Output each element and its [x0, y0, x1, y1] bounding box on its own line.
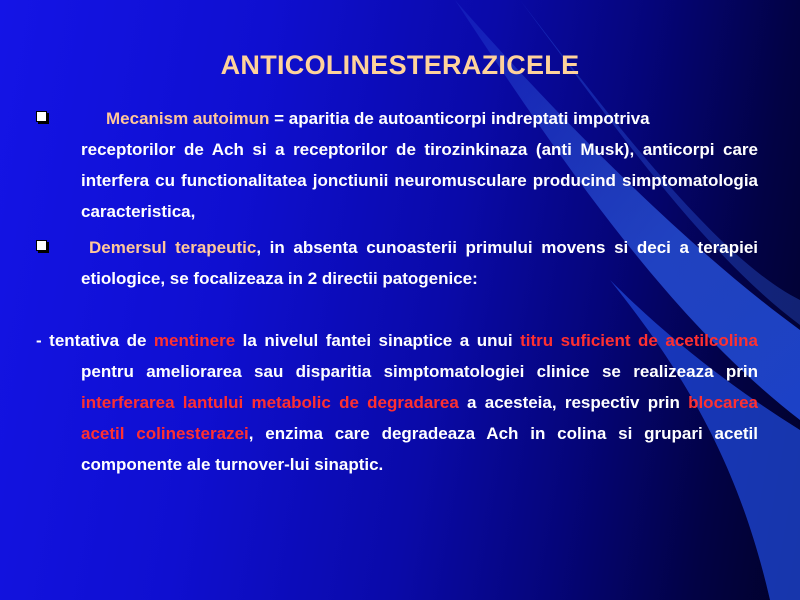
term-mechanism: Mecanism autoimun	[106, 109, 270, 128]
highlight-mentinere: mentinere	[153, 331, 236, 350]
paragraph-tentative-body	[36, 325, 759, 480]
paragraph-tentative	[34, 325, 758, 480]
square-bullet-icon	[36, 240, 47, 251]
bullet-therapy-text: , in absenta cunoasterii primului movens si deci a terapiei etiologice, se focalizeaza in 2 directii patogenice:	[81, 238, 759, 288]
paragraph-text-5: , enzima care degradeaza Ach in colina si grupari acetil componente ale turnover-lui sinaptic.	[81, 424, 759, 474]
highlight-interferarea: interferarea lantului metabolic de degradarea	[81, 393, 459, 412]
bullet-mechanism	[36, 103, 758, 227]
paragraph-text-3: pentru ameliorarea sau disparitia simptomatologiei clinice se realizeaza prin	[81, 362, 758, 381]
highlight-titru: titru suficient de	[520, 331, 658, 350]
term-therapy: Demersul terapeutic	[89, 238, 257, 257]
slide-title: ANTICOLINESTERAZICELE	[220, 50, 580, 80]
bullet-mechanism-continuation: receptorilor de Ach si a receptorilor de tirozinkinaza (anti Musk), anticorpi care interfera cu functionalitatea jonctiunii neuromusculare producind simptomatologia caracteristica,	[81, 140, 758, 221]
highlight-acetilcolina: acetilcolina	[665, 331, 758, 350]
highlight-blocarea: blocarea acetil colinesterazei	[81, 393, 759, 443]
bullet-mechanism-first-line	[81, 103, 758, 134]
paragraph-text-4: a acesteia, respectiv prin	[458, 393, 689, 412]
bullet-therapy-body	[81, 232, 758, 294]
paragraph-text-1: - tentativa de	[36, 331, 154, 350]
bullet-mechanism-body	[81, 103, 758, 227]
bullet-therapy	[36, 232, 758, 294]
square-bullet-icon	[36, 111, 47, 122]
bullet-mechanism-line1: = aparitia de autoanticorpi indreptati impotriva	[269, 109, 650, 128]
paragraph-text-2: la nivelul fantei sinaptice a unui	[235, 331, 521, 350]
